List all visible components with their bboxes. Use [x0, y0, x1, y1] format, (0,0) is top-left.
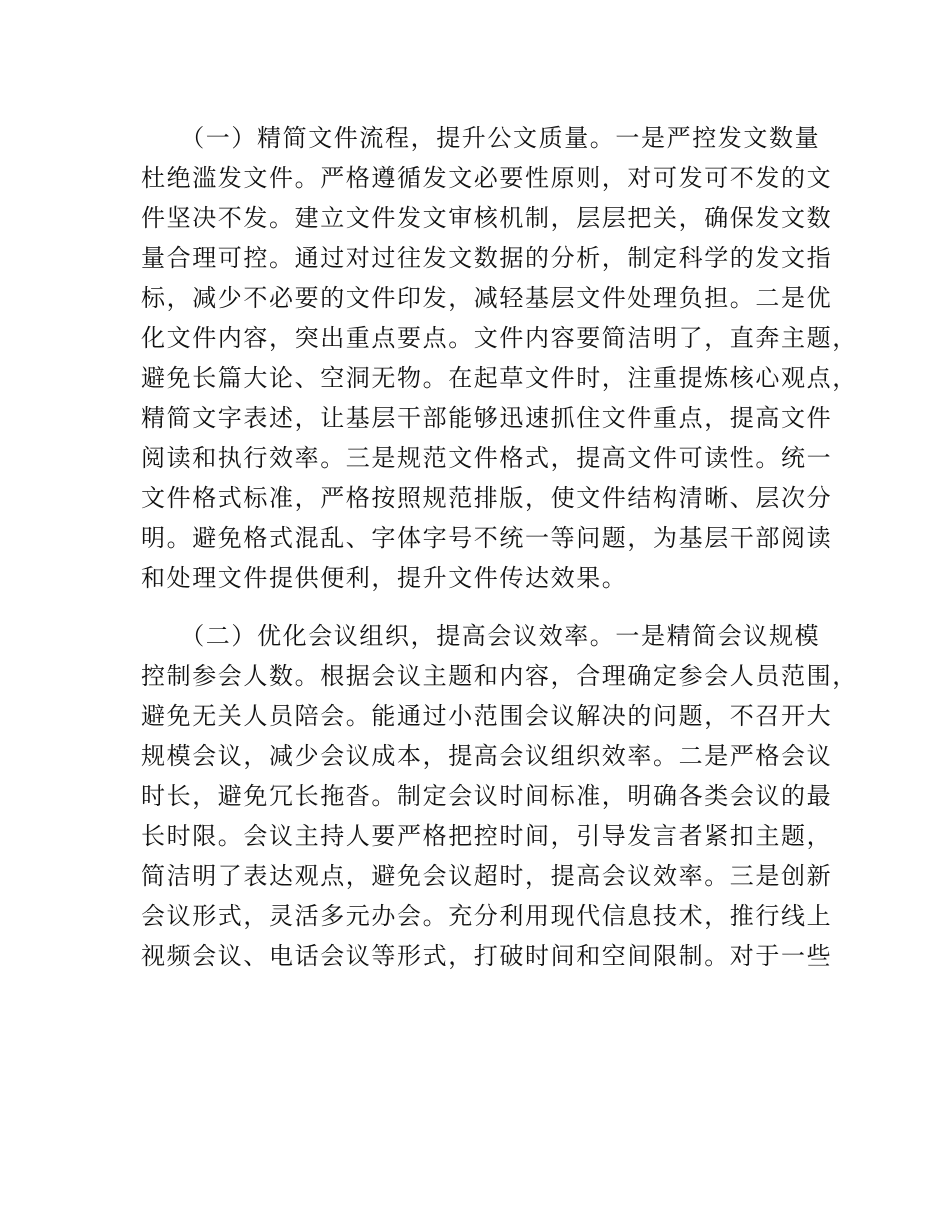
text-line: 件坚决不发。建立文件发文审核机制，层层把关，确保发文数	[141, 204, 833, 232]
text-line: 时长，避免冗长拖沓。制定会议时间标准，明确各类会议的最	[141, 782, 833, 810]
text-line: 和处理文件提供便利，提升文件传达效果。	[141, 564, 628, 592]
text-line: 规模会议，减少会议成本，提高会议组织效率。二是严格会议	[141, 742, 833, 770]
text-line: 视频会议、电话会议等形式，打破时间和空间限制。对于一些	[141, 942, 833, 970]
text-line: 文件格式标准，严格按照规范排版，使文件结构清晰、层次分	[141, 484, 833, 512]
text-line: 量合理可控。通过对过往发文数据的分析，制定科学的发文指	[141, 244, 833, 272]
text-line: 化文件内容，突出重点要点。文件内容要简洁明了，直奔主题，	[141, 324, 858, 352]
document-body	[141, 118, 858, 976]
text-line: 标，减少不必要的文件印发，减轻基层文件处理负担。二是优	[141, 284, 833, 312]
text-line: 简洁明了表达观点，避免会议超时，提高会议效率。三是创新	[141, 862, 833, 890]
text-line: （二）优化会议组织，提高会议效率。一是精简会议规模	[141, 622, 821, 650]
text-line: 避免长篇大论、空洞无物。在起草文件时，注重提炼核心观点，	[141, 364, 858, 392]
text-line: 明。避免格式混乱、字体字号不统一等问题，为基层干部阅读	[141, 524, 833, 552]
text-line: 精简文字表述，让基层干部能够迅速抓住文件重点，提高文件	[141, 404, 833, 432]
text-line: 会议形式，灵活多元办会。充分利用现代信息技术，推行线上	[141, 902, 833, 930]
text-line: 控制参会人数。根据会议主题和内容，合理确定参会人员范围，	[141, 662, 858, 690]
text-line: 长时限。会议主持人要严格把控时间，引导发言者紧扣主题，	[141, 822, 833, 850]
text-line: 杜绝滥发文件。严格遵循发文必要性原则，对可发可不发的文	[141, 164, 833, 192]
text-line: （一）精简文件流程，提升公文质量。一是严控发文数量	[141, 124, 821, 152]
paragraph-optimize-meetings	[141, 616, 858, 976]
text-line: 避免无关人员陪会。能通过小范围会议解决的问题，不召开大	[141, 702, 833, 730]
text-line: 阅读和执行效率。三是规范文件格式，提高文件可读性。统一	[141, 444, 833, 472]
paragraph-streamline-documents	[141, 118, 858, 598]
